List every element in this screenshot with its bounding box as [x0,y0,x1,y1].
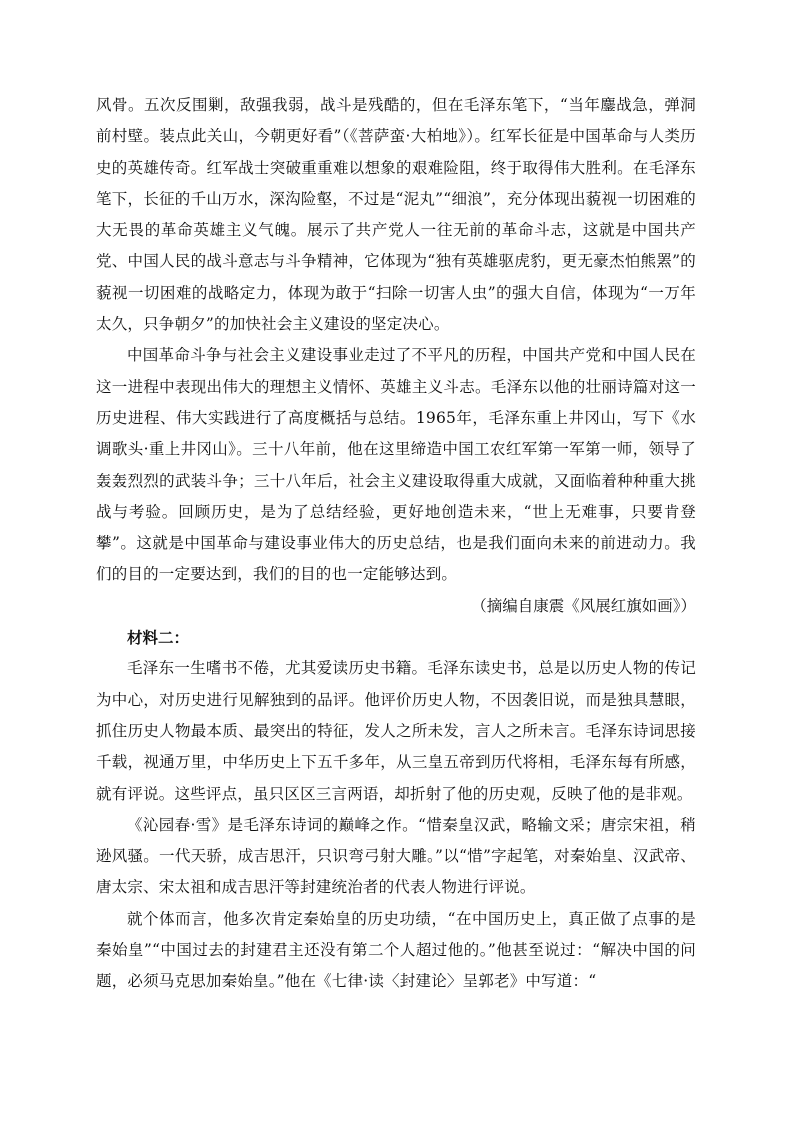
paragraph-1: 风骨。五次反围剿，敌强我弱，战斗是残酷的，但在毛泽东笔下，“当年鏖战急，弹洞前村壁。装点此关山，今朝更好看”（《菩萨蛮·大柏地》）。红军长征是中国革命与人类历史的英雄传奇。红军战士突破重重难以想象的艰难险阻，终于取得伟大胜利。在毛泽东笔下，长征的千山万水，深沟险壑，不过是“泥丸”“细浪”，充分体现出藐视一切困难的大无畏的革命英雄主义气魄。展示了共产党人一往无前的革命斗志，这就是中国共产党、中国人民的战斗意志与斗争精神，它体现为“独有英雄驱虎豹，更无豪杰怕熊罴”的藐视一切困难的战略定力，体现为敢于“扫除一切害人虫”的强大自信，体现为“一万年太久，只争朝夕”的加快社会主义建设的坚定决心。 [96,96,696,334]
paragraph-4: 《沁园春·雪》是毛泽东诗词的巅峰之作。“惜秦皇汉武，略输文采；唐宗宋祖，稍逊风骚。一代天骄，成吉思汗，只识弯弓射大雕。”以“惜”字起笔，对秦始皇、汉武帝、唐太宗、宋太祖和成吉思汗等封建统治者的代表人物进行评说。 [96,815,696,897]
paragraph-5: 就个体而言，他多次肯定秦始皇的历史功绩，“在中国历史上，真正做了点事的是秦始皇”“中国过去的封建君主还没有第二个人超过他的。”他甚至说过：“解决中国的问题，必须马克思加秦始皇。”他在《七律·读〈封建论〉呈郭老》中写道：“ [96,909,696,991]
material-two-heading: 材料二： [127,628,190,648]
paragraph-3: 毛泽东一生嗜书不倦，尤其爱读历史书籍。毛泽东读史书，总是以历史人物的传记为中心，对历史进行见解独到的品评。他评价历史人物，不因袭旧说，而是独具慧眼，抓住历史人物最本质、最突出的特征，发人之所未发，言人之所未言。毛泽东诗词思接千载，视通万里，中华历史上下五千多年，从三皇五帝到历代将相，毛泽东每有所感，就有评说。这些评点，虽只区区三言两语，却折射了他的历史观，反映了他的是非观。 [96,659,696,803]
document-page [96,90,696,998]
source-citation: （摘编自康震《风展红旗如画》） [471,596,696,615]
paragraph-2: 中国革命斗争与社会主义建设事业走过了不平凡的历程，中国共产党和中国人民在这一进程中表现出伟大的理想主义情怀、英雄主义斗志。毛泽东以他的壮丽诗篇对这一历史进程、伟大实践进行了高度概括与总结。1965年，毛泽东重上井冈山，写下《水调歌头·重上井冈山》。三十八年前，他在这里缔造中国工农红军第一军第一师，领导了轰轰烈烈的武装斗争；三十八年后，社会主义建设取得重大成就，又面临着种种重大挑战与考验。回顾历史，是为了总结经验，更好地创造未来，“世上无难事，只要肯登攀”。这就是中国革命与建设事业伟大的历史总结，也是我们面向未来的前进动力。我们的目的一定要达到，我们的目的也一定能够达到。 [96,346,696,584]
